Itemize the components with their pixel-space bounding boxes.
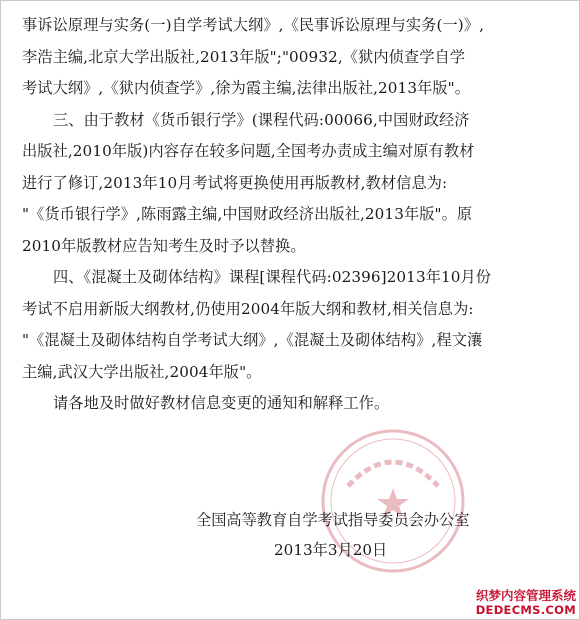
watermark-url: DEDECMS.COM [475, 603, 576, 617]
watermark [476, 589, 576, 617]
body-line: "《混凝土及砌体结构自学考试大纲》,《混凝土及砌体结构》,程文瀼 [22, 331, 483, 349]
body-line: 事诉讼原理与实务(一)自学考试大纲》,《民事诉讼原理与实务(一)》, [22, 16, 485, 34]
issue-date: 2013年3月20日 [274, 541, 388, 559]
paragraph-three-start: 三、由于教材《货币银行学》(课程代码:00066,中国财政经济 [53, 110, 470, 129]
paragraph-four-start: 四、《混凝土及砌体结构》课程[课程代码:02396]2013年10月份 [53, 268, 492, 286]
issuing-office: 全国高等教育自学考试指导委员会办公室 [196, 511, 470, 529]
body-line: 2010年版教材应告知考生及时予以替换。 [22, 236, 306, 255]
closing-request: 请各地及时做好教材信息变更的通知和解释工作。 [53, 394, 390, 412]
body-line: 主编,武汉大学出版社,2004年版"。 [22, 362, 262, 381]
body-line: 李浩主编,北京大学出版社,2013年版";"00932,《狱内侦查学自学 [22, 47, 466, 66]
body-line: "《货币银行学》,陈雨露主编,中国财政经济出版社,2013年版"。原 [22, 205, 473, 223]
body-line: 出版社,2010年版)内容存在较多问题,全国考办责成主编对原有教材 [22, 142, 475, 160]
body-line: 考试大纲》,《狱内侦查学》,徐为霞主编,法律出版社,2013年版"。 [22, 79, 471, 97]
watermark-title: 织梦内容管理系统 [475, 588, 576, 603]
body-line: 进行了修订,2013年10月考试将更换使用再版教材,教材信息为: [22, 173, 448, 192]
signature-block [196, 505, 469, 565]
body-line: 考试不启用新版大纲教材,仍使用2004年版大纲和教材,相关信息为: [22, 299, 474, 318]
